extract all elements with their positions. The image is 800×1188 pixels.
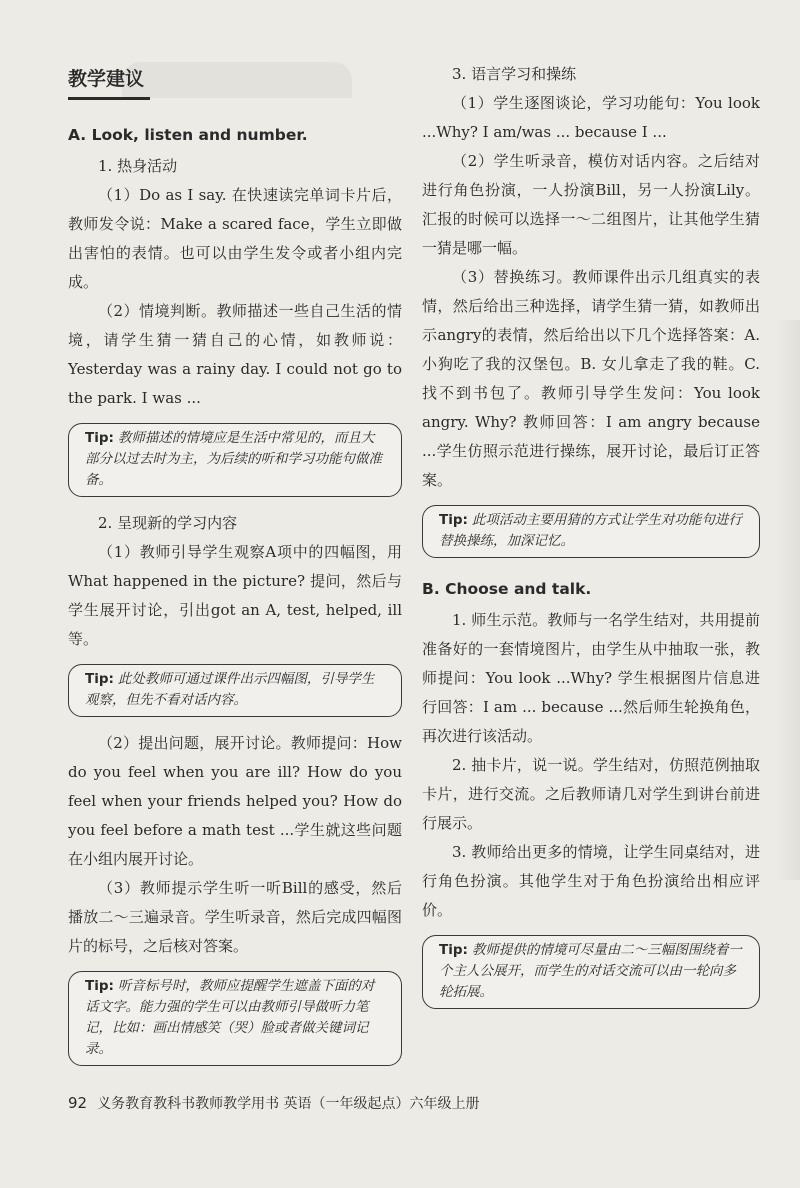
- b-paragraph-1: 1. 师生示范。教师与一名学生结对，共用提前准备好的一套情境图片，由学生从中抽取一张，教师提问：You look ...Why? 学生根据图片信息进行回答：I am ... because ...然后师生轮换角色，再次进行该活动。: [422, 611, 760, 745]
- tip-text: 教师提供的情境可尽量由二～三幅图围绕着一个主人公展开，而学生的对话交流可以由一轮向多轮拓展。: [439, 942, 742, 1000]
- tip-label: Tip:: [85, 978, 114, 994]
- page-footer: [68, 1093, 480, 1113]
- step-2-paragraph-1: （1）教师引导学生观察A项中的四幅图，用What happened in the picture? 提问，然后与学生展开讨论，引出got an A, test, helped, ill等。: [68, 543, 402, 648]
- b-paragraph-2: 2. 抽卡片，说一说。学生结对，仿照范例抽取卡片，进行交流。之后教师请几对学生到讲台前进行展示。: [422, 756, 760, 832]
- book-title: 义务教育教科书教师教学用书 英语（一年级起点）六年级上册: [97, 1096, 480, 1112]
- right-column: [422, 60, 760, 1021]
- tip-text: 此处教师可通过课件出示四幅图，引导学生观察，但先不看对话内容。: [85, 671, 375, 708]
- page-edge-shadow: [776, 320, 800, 880]
- step-3-title: 3. 语言学习和操练: [452, 65, 577, 83]
- step-3-paragraph-2: （2）学生听录音，模仿对话内容。之后结对进行角色扮演，一人扮演Bill，另一人扮演Lily。汇报的时候可以选择一～二组图片，让其他学生猜一猜是哪一幅。: [422, 152, 760, 257]
- tip-text: 此项活动主要用猜的方式让学生对功能句进行替换操练，加深记忆。: [439, 512, 742, 549]
- heading-a: A. Look, listen and number.: [68, 126, 308, 144]
- step-3-paragraph-3: （3）替换练习。教师课件出示几组真实的表情，然后给出三种选择，请学生猜一猜，如教师出示angry的表情，然后给出以下几个选择答案：A. 小狗吃了我的汉堡包。B. 女儿拿走了我的鞋。C. 找不到书包了。教师引导学生发问：You look angry. Why? 教师回答：I am angry because ...学生仿照示范进行操练，展开讨论，最后订正答案。: [422, 268, 760, 489]
- tip-text: 听音标号时，教师应提醒学生遮盖下面的对话文字。能力强的学生可以由教师引导做听力笔记，比如：画出情感笑（哭）脸或者做关键词记录。: [85, 978, 375, 1057]
- step-1-title: 1. 热身活动: [98, 157, 178, 175]
- heading-b: B. Choose and talk.: [422, 580, 592, 598]
- step-2-paragraph-2: （2）提出问题，展开讨论。教师提问：How do you feel when you are ill? How do you feel when your friends helped you? How do you feel before a math test ...学生就这些问题在小组内展开讨论。: [68, 734, 402, 868]
- tip-box-3: [68, 971, 402, 1066]
- tip-label: Tip:: [85, 430, 114, 446]
- step-1-paragraph-1: （1）Do as I say. 在快速读完单词卡片后，教师发令说：Make a scared face，学生立即做出害怕的表情。也可以由学生发令或者小组内完成。: [68, 186, 402, 291]
- tip-label: Tip:: [85, 671, 114, 687]
- tip-box-1: [68, 423, 402, 497]
- tip-box-2: [68, 664, 402, 717]
- tip-text: 教师描述的情境应是生活中常见的，而且大部分以过去时为主，为后续的听和学习功能句做准备。: [85, 430, 382, 488]
- tip-box-4: [422, 505, 760, 558]
- section-title: 教学建议: [68, 60, 150, 100]
- step-3-paragraph-1: （1）学生逐图谈论，学习功能句：You look ...Why? I am/was ... because I ...: [422, 94, 760, 141]
- step-1-paragraph-2: （2）情境判断。教师描述一些自己生活的情境，请学生猜一猜自己的心情，如教师说：Yesterday was a rainy day. I could not go to the park. I was ...: [68, 302, 402, 407]
- tip-label: Tip:: [439, 512, 468, 528]
- left-column: [68, 60, 402, 1078]
- b-paragraph-3: 3. 教师给出更多的情境，让学生同桌结对，进行角色扮演。其他学生对于角色扮演给出相应评价。: [422, 843, 760, 919]
- page-number: 92: [68, 1094, 88, 1112]
- tip-box-5: [422, 935, 760, 1009]
- step-2-paragraph-3: （3）教师提示学生听一听Bill的感受，然后播放二～三遍录音。学生听录音，然后完成四幅图片的标号，之后核对答案。: [68, 879, 402, 955]
- step-2-title: 2. 呈现新的学习内容: [98, 514, 238, 532]
- tip-label: Tip:: [439, 942, 468, 958]
